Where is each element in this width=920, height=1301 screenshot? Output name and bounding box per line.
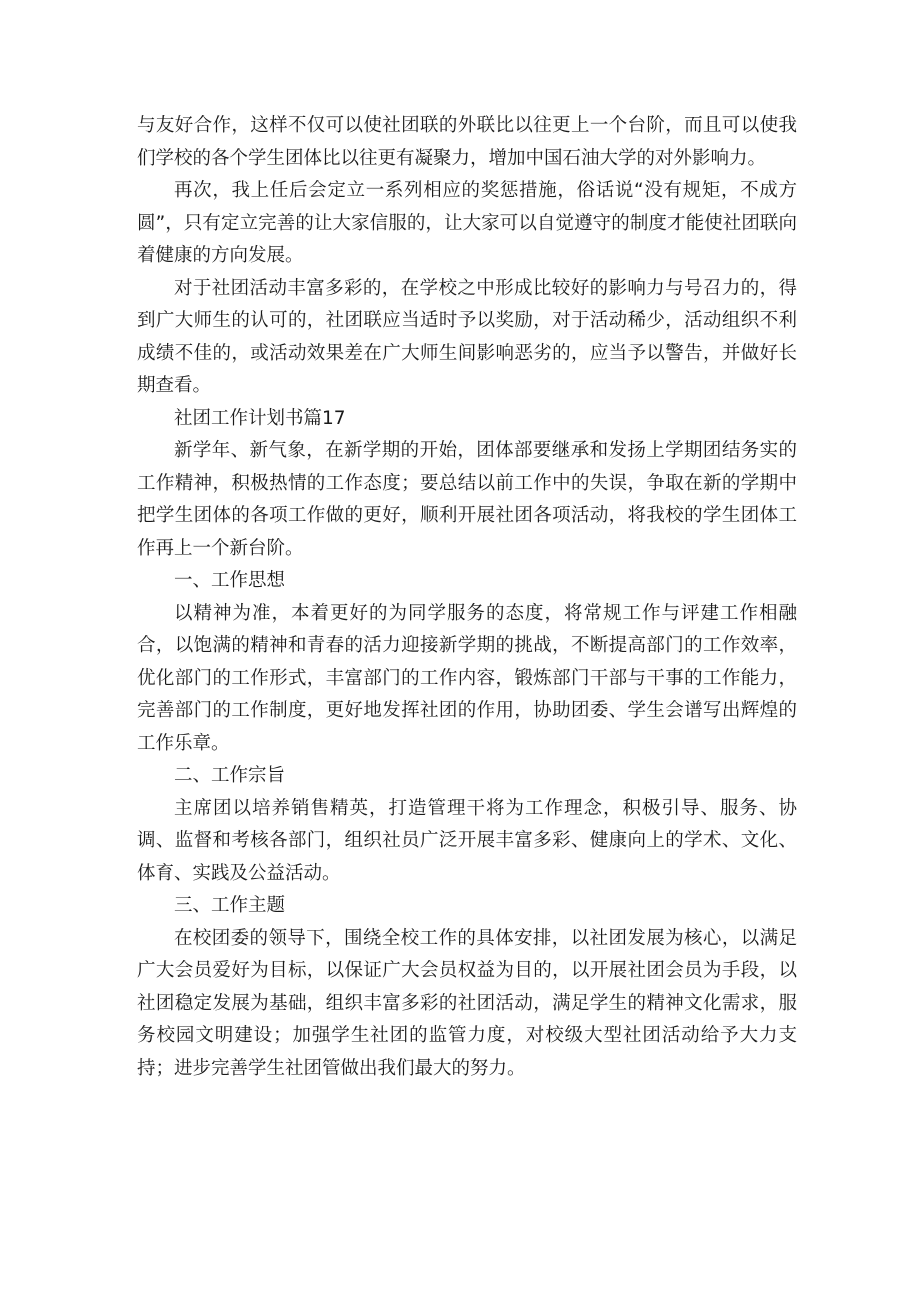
- section-heading: 二、工作宗旨: [174, 765, 286, 786]
- body-paragraph: 再次，我上任后会定立一系列相应的奖惩措施，俗话说“没有规矩，不成方圆”，只有定立完善的让大家信服的，让大家可以自觉遵守的制度才能使社团联向着健康的方向发展。: [137, 180, 797, 266]
- body-paragraph: 新学年、新气象，在新学期的开始，团体部要继承和发扬上学期团结务实的工作精神，积极热情的工作态度；要总结以前工作中的失误，争取在新的学期中把学生团体的各项工作做的更好，顺利开展社团各项活动，将我校的学生团体工作再上一个新台阶。: [137, 440, 797, 559]
- body-paragraph: 主席团以培养销售精英，打造管理干将为工作理念，积极引导、服务、协调、监督和考核各部门，组织社员广泛开展丰富多彩、健康向上的学术、文化、体育、实践及公益活动。: [137, 797, 797, 884]
- section-heading: 一、工作思想: [174, 570, 286, 591]
- body-paragraph: 以精神为准，本着更好的为同学服务的态度，将常规工作与评建工作相融合，以饱满的精神和青春的活力迎接新学期的挑战，不断提高部门的工作效率，优化部门的工作形式，丰富部门的工作内容，锻炼部门干部与干事的工作能力，完善部门的工作制度，更好地发挥社团的作用，协助团委、学生会谱写出辉煌的工作乐章。: [137, 602, 797, 754]
- body-paragraph: 对于社团活动丰富多彩的，在学校之中形成比较好的影响力与号召力的，得到广大师生的认可的，社团联应当适时予以奖励，对于活动稀少，活动组织不利成绩不佳的，或活动效果差在广大师生间影响恶劣的，应当予以警告，并做好长期查看。: [137, 277, 797, 396]
- body-paragraph: 与友好合作，这样不仅可以使社团联的外联比以往更上一个台阶，而且可以使我们学校的各个学生团体比以往更有凝聚力，增加中国石油大学的对外影响力。: [137, 115, 797, 169]
- body-paragraph: 在校团委的领导下，围绕全校工作的具体安排，以社团发展为核心，以满足广大会员爱好为目标，以保证广大会员权益为目的，以开展社团会员为手段，以社团稳定发展为基础，组织丰富多彩的社团活动，满足学生的精神文化需求，服务校园文明建设；加强学生社团的监管力度，对校级大型社团活动给予大力支持；进步完善学生社团管做出我们最大的努力。: [137, 927, 797, 1079]
- section-heading: 社团工作计划书篇17: [174, 407, 346, 429]
- section-heading: 三、工作主题: [174, 895, 286, 916]
- document-body: [137, 110, 797, 1085]
